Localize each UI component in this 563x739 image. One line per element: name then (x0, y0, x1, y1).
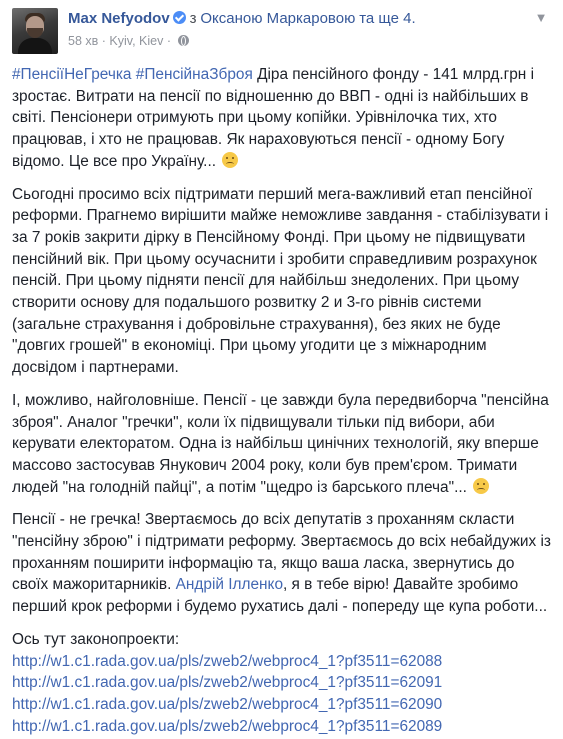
bills-links (12, 629, 552, 738)
verified-badge-icon (173, 11, 186, 24)
bill-link[interactable]: http://w1.c1.rada.gov.ua/pls/zweb2/webproc4_1?pf3511=62091 (12, 674, 443, 692)
bill-link[interactable]: http://w1.c1.rada.gov.ua/pls/zweb2/webproc4_1?pf3511=62089 (12, 717, 443, 735)
mention-link[interactable]: Андрій Ілленко (175, 576, 283, 594)
post-text (12, 64, 552, 739)
meta-separator: · (101, 34, 106, 48)
worried-face-emoji (473, 478, 489, 494)
paragraph-text: І, можливо, найголовніше. Пенсії - це завжди була передвиборча "пенсійна зброя". Аналог "гречки", коли їх підвищували тільки під вибори, аби керувати електоратом. Одна із найбільш цинічних технологій, яку вперше массово застосував Янукович 2004 року, коли був прем'єром. Тримати людей "на голодній пайці", а потім "щедро із барського плеча"... (12, 391, 549, 496)
paragraph-text: Діра пенсійного фонду - 141 млрд.грн і зростає. Витрати на пенсії по відношенню до ВВП - одні із найбільших в світі. Пенсіонери отримують при цьому копійки. Урівнілочка тих, хто працював, і хто не працював. Як нараховуються пенсії - одному Богу відомо. Це все про Україну... (12, 66, 534, 170)
public-globe-icon[interactable] (178, 35, 189, 46)
paragraph-1 (12, 64, 552, 173)
hashtag-link[interactable]: #ПенсійнаЗброя (135, 66, 253, 83)
paragraph-text: Пенсії - не гречка! Звертаємось до всіх депутатів з проханням скласти "пенсійну зброю" і підтримати реформу. Звертаємось до всіх небайдужих із проханням поширити інформацію та, якщо ваша ласка, звернутись до своїх мажоритарників. (12, 511, 551, 594)
post-header (12, 8, 552, 54)
meta-separator: · (166, 34, 172, 48)
hashtag-link[interactable]: #ПенсіїНеГречка (12, 66, 132, 83)
paragraph-text: , я в тебе вірю! Давайте зробимо перший крок реформи і будемо рухатись далі - попереду ще купа роботи... (12, 576, 548, 616)
paragraph-3 (12, 390, 552, 499)
paragraph-4 (12, 509, 552, 618)
bill-link[interactable]: http://w1.c1.rada.gov.ua/pls/zweb2/webproc4_1?pf3511=62090 (12, 695, 443, 713)
bill-link[interactable]: http://w1.c1.rada.gov.ua/pls/zweb2/webproc4_1?pf3511=62088 (12, 652, 443, 670)
author-name-link[interactable]: Max Nefyodov (68, 10, 170, 27)
paragraph-2 (12, 184, 552, 379)
paragraph-text: Сьогодні просимо всіх підтримати перший мега-важливий етап пенсійної реформи. Прагнемо вирішити майже неможливе завдання - стабілізувати і за 7 років закрити дірку в Пенсійному Фонді. При цьому не підвищувати пенсійний вік. При цьому осучаснити і зробити справедливим розрахунок пенсій. При цьому підняти пенсії для найбільш знедолених. При цьому створити основу для подальшого розвитку 2 и 3-го рівнів системи (загальне страхування і добровільне страхування), без яких не буде "довгих грошей" в економіці. При цьому угодити це з міжнародним досвідом і партнерами. (12, 185, 549, 377)
links-intro: Ось тут законопроекти: (12, 630, 180, 648)
tagged-person-link[interactable]: Оксаною Маркаровою (200, 10, 356, 27)
timestamp-link[interactable]: 58 хв (68, 34, 99, 48)
with-label: з (189, 10, 197, 27)
tagged-others-link[interactable]: та ще 4. (359, 10, 416, 27)
avatar[interactable] (12, 8, 58, 54)
location-link[interactable]: Kyiv, Kiev (109, 34, 164, 48)
chevron-down-icon[interactable]: ▼ (534, 10, 548, 25)
header-title-line (68, 10, 416, 30)
worried-face-emoji (222, 152, 238, 168)
post-meta (68, 34, 189, 48)
